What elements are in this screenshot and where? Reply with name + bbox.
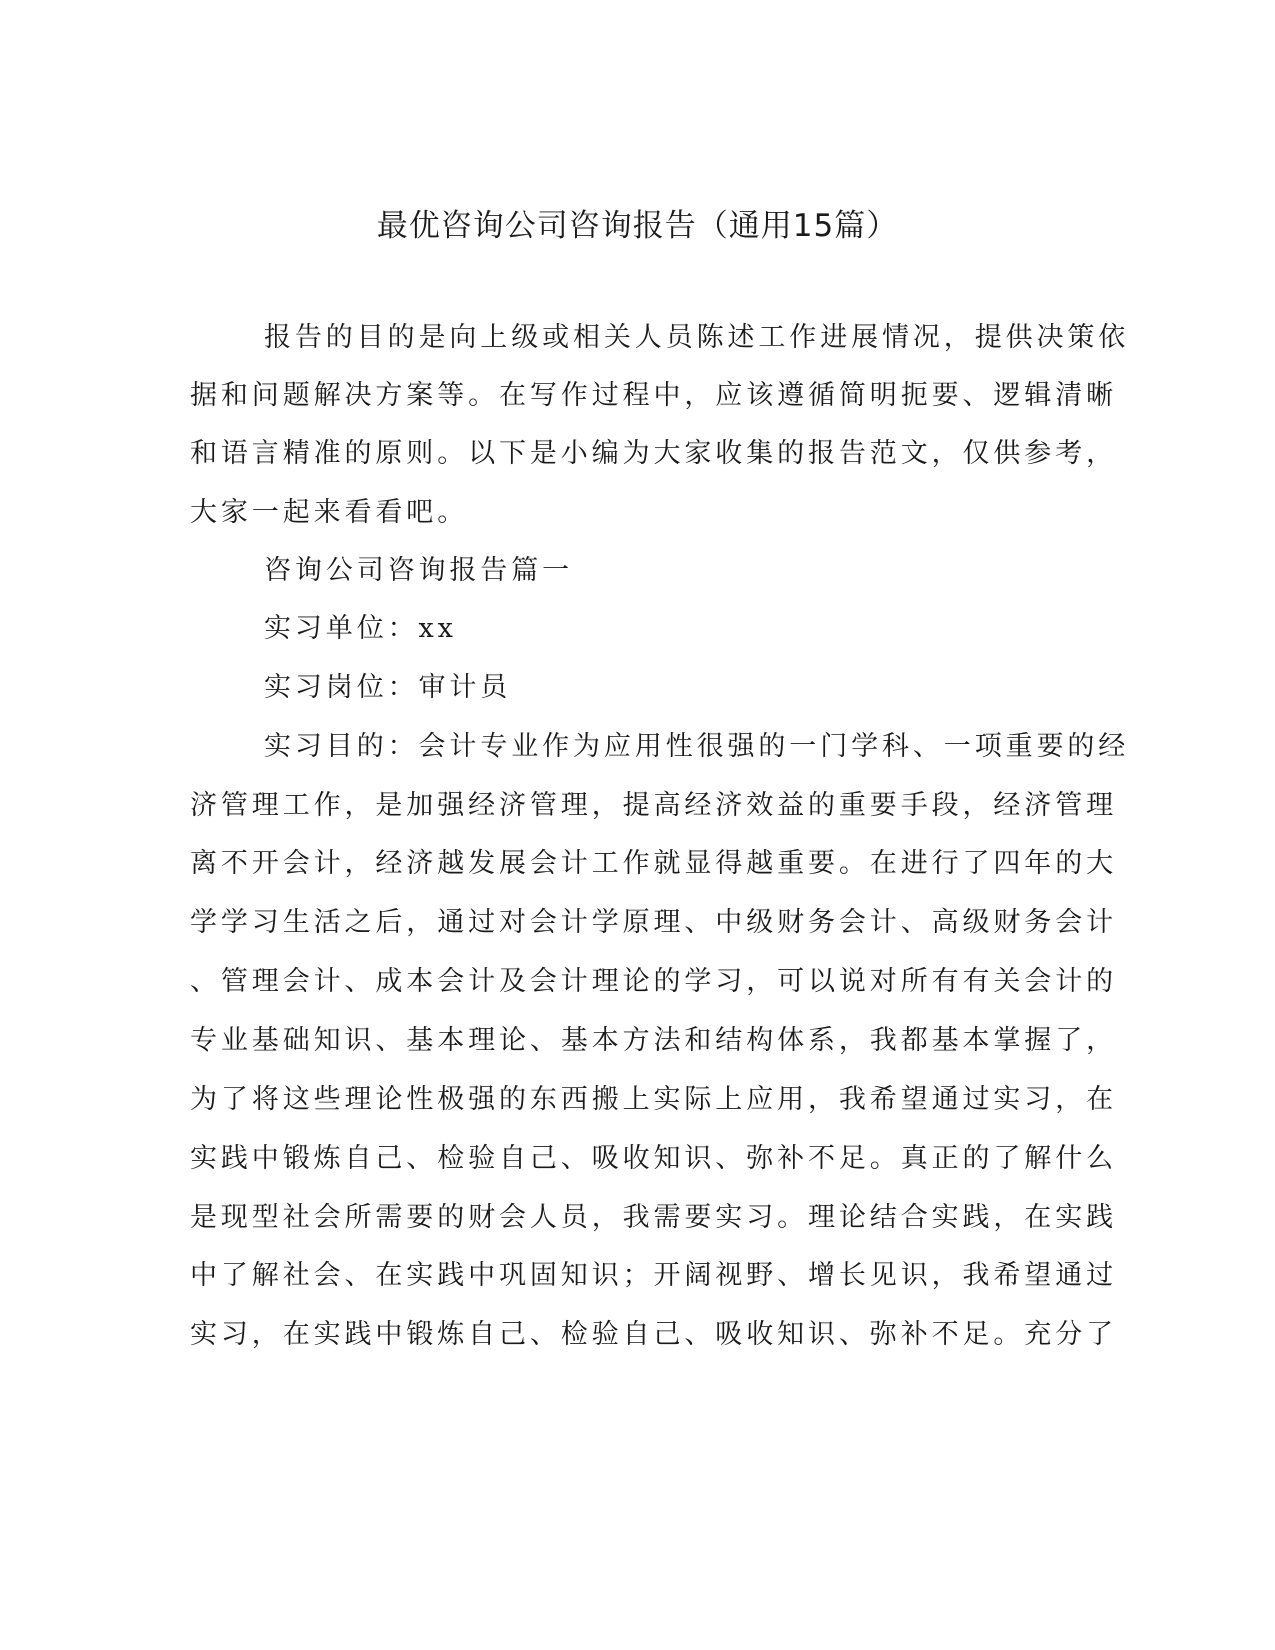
purpose-line: 学学习生活之后，通过对会计学原理、中级财务会计、高级财务会计: [190, 907, 1117, 938]
section-heading: 咨询公司咨询报告篇一: [264, 555, 573, 586]
purpose-line: 实习，在实践中锻炼自己、检验自己、吸收知识、弥补不足。充分了: [190, 1319, 1117, 1350]
document-title: 最优咨询公司咨询报告（通用15篇）: [376, 208, 899, 244]
internship-unit: 实习单位：xx: [264, 613, 457, 644]
purpose-line: 实习目的：会计专业作为应用性很强的一门学科、一项重要的经: [264, 731, 1130, 762]
internship-post: 实习岗位：审计员: [264, 672, 512, 703]
purpose-line: 为了将这些理论性极强的东西搬上实际上应用，我希望通过实习，在: [190, 1084, 1117, 1115]
purpose-line: 专业基础知识、基本理论、基本方法和结构体系，我都基本掌握了，: [190, 1025, 1117, 1056]
purpose-line: 济管理工作，是加强经济管理，提高经济效益的重要手段，经济管理: [190, 790, 1117, 821]
purpose-line: 是现型社会所需要的财会人员，我需要实习。理论结合实践，在实践: [190, 1202, 1117, 1233]
purpose-line: 、管理会计、成本会计及会计理论的学习，可以说对所有有关会计的: [190, 966, 1117, 997]
purpose-line: 中了解社会、在实践中巩固知识；开阔视野、增长见识，我希望通过: [190, 1260, 1117, 1291]
intro-line: 大家一起来看看吧。: [190, 497, 469, 528]
intro-line: 报告的目的是向上级或相关人员陈述工作进展情况，提供决策依: [264, 322, 1130, 353]
intro-line: 据和问题解决方案等。在写作过程中，应该遵循简明扼要、逻辑清晰: [190, 380, 1117, 411]
purpose-line: 实践中锻炼自己、检验自己、吸收知识、弥补不足。真正的了解什么: [190, 1143, 1117, 1174]
purpose-line: 离不开会计，经济越发展会计工作就显得越重要。在进行了四年的大: [190, 848, 1117, 879]
intro-line: 和语言精准的原则。以下是小编为大家收集的报告范文，仅供参考，: [190, 438, 1117, 469]
